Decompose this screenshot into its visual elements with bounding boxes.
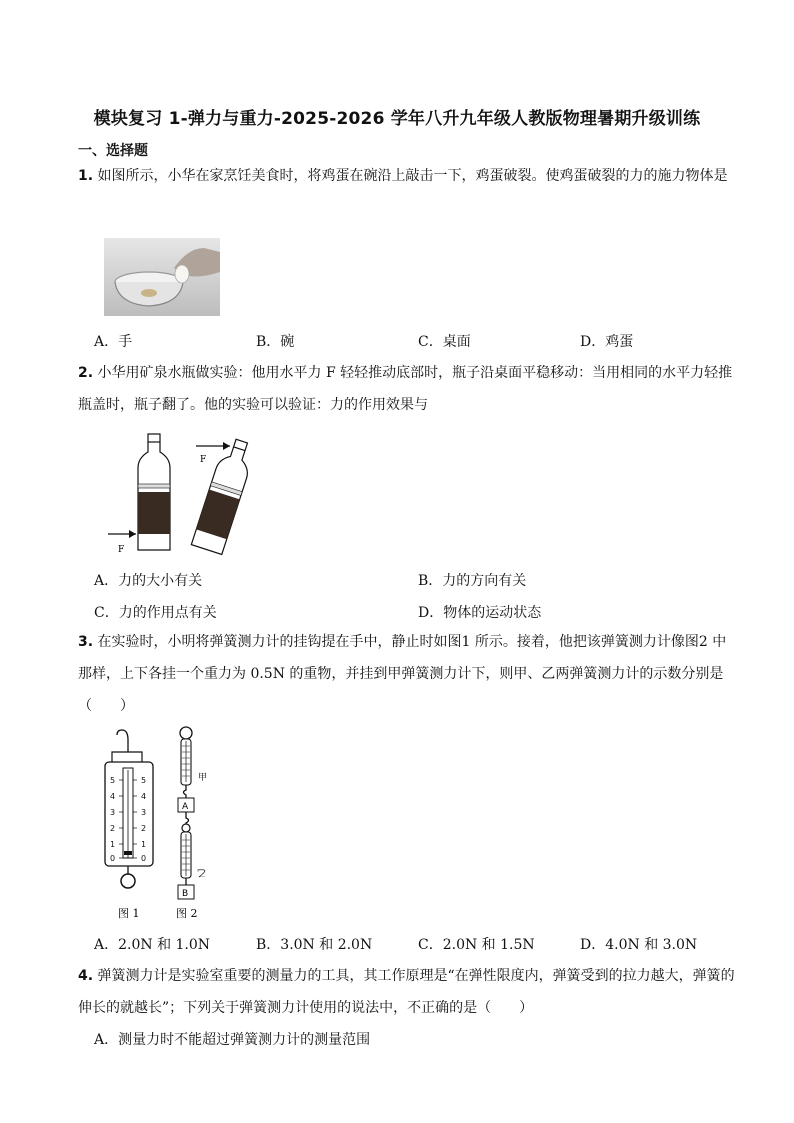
option-d: D．4.0N 和 3.0N xyxy=(580,937,698,953)
svg-text:0: 0 xyxy=(110,854,116,863)
svg-text:3: 3 xyxy=(110,808,116,817)
svg-text:5: 5 xyxy=(141,776,147,785)
svg-text:4: 4 xyxy=(110,792,116,801)
question-2 xyxy=(78,357,738,421)
weight-b-label: B xyxy=(182,889,189,899)
option-b: B．碗 xyxy=(256,334,295,350)
question-number: 2. xyxy=(78,365,94,381)
question-text: 在实验时，小明将弹簧测力计的挂钩提在手中，静止时如图1 所示。接着，他把该弹簧测力计像图2 中那样，上下各挂一个重力为 0.5N 的重物，并挂到甲弹簧测力计下，则甲、乙两弹簧测力计的示数分别是（ ） xyxy=(78,634,727,714)
svg-text:5: 5 xyxy=(110,776,116,785)
option-c: C．力的作用点有关 xyxy=(94,605,217,621)
question-3 xyxy=(78,626,738,722)
option-a: A．力的大小有关 xyxy=(94,573,203,589)
figure-2-caption: 图 2 xyxy=(176,907,198,920)
question-number: 4. xyxy=(78,968,94,984)
option-c: C．2.0N 和 1.5N xyxy=(418,937,535,953)
svg-text:0: 0 xyxy=(141,854,147,863)
question-text: 如图所示，小华在家烹饪美食时，将鸡蛋在碗沿上敲击一下，鸡蛋破裂。使鸡蛋破裂的力的施力物体是 xyxy=(97,168,728,184)
question-number: 1. xyxy=(78,168,94,184)
spring-scale-figure xyxy=(102,724,222,924)
option-d: D．鸡蛋 xyxy=(580,334,634,350)
option-d: D．物体的运动状态 xyxy=(418,605,542,621)
scale-yi-label: 乙 xyxy=(196,867,206,877)
option-c: C．桌面 xyxy=(418,334,471,350)
svg-text:1: 1 xyxy=(141,840,147,849)
figure-1-caption: 图 1 xyxy=(118,907,140,920)
option-a: A．手 xyxy=(94,334,133,350)
question-text: 小华用矿泉水瓶做实验：他用水平力 F 轻轻推动底部时，瓶子沿桌面平稳移动：当用相同的水平力轻推瓶盖时，瓶子翻了。他的实验可以验证：力的作用效果与 xyxy=(78,365,733,413)
force-label: F xyxy=(118,545,125,555)
option-a: A．测量力时不能超过弹簧测力计的测量范围 xyxy=(94,1032,371,1048)
svg-text:2: 2 xyxy=(110,824,116,833)
scale-jia-label: 甲 xyxy=(198,773,208,783)
option-b: B．3.0N 和 2.0N xyxy=(256,937,373,953)
egg-bowl-photo xyxy=(104,238,220,316)
svg-text:4: 4 xyxy=(141,792,147,801)
section-heading: 一、选择题 xyxy=(78,143,148,159)
bottle-figure xyxy=(104,432,254,556)
option-a: A．2.0N 和 1.0N xyxy=(94,937,211,953)
question-4 xyxy=(78,960,738,1024)
question-text: 弹簧测力计是实验室重要的测量力的工具，其工作原理是“在弹性限度内，弹簧受到的拉力越大，弹簧的伸长的就越长”；下列关于弹簧测力计使用的说法中，不正确的是（ ） xyxy=(78,968,735,1016)
option-b: B．力的方向有关 xyxy=(418,573,527,589)
force-label: F xyxy=(200,455,207,465)
page-title: 模块复习 1-弹力与重力-2025-2026 学年八升九年级人教版物理暑期升级训练 xyxy=(93,109,701,129)
svg-text:2: 2 xyxy=(141,824,147,833)
weight-a-label: A xyxy=(182,802,189,812)
question-number: 3. xyxy=(78,634,94,650)
svg-text:3: 3 xyxy=(141,808,147,817)
question-1 xyxy=(78,160,738,192)
svg-text:1: 1 xyxy=(110,840,116,849)
